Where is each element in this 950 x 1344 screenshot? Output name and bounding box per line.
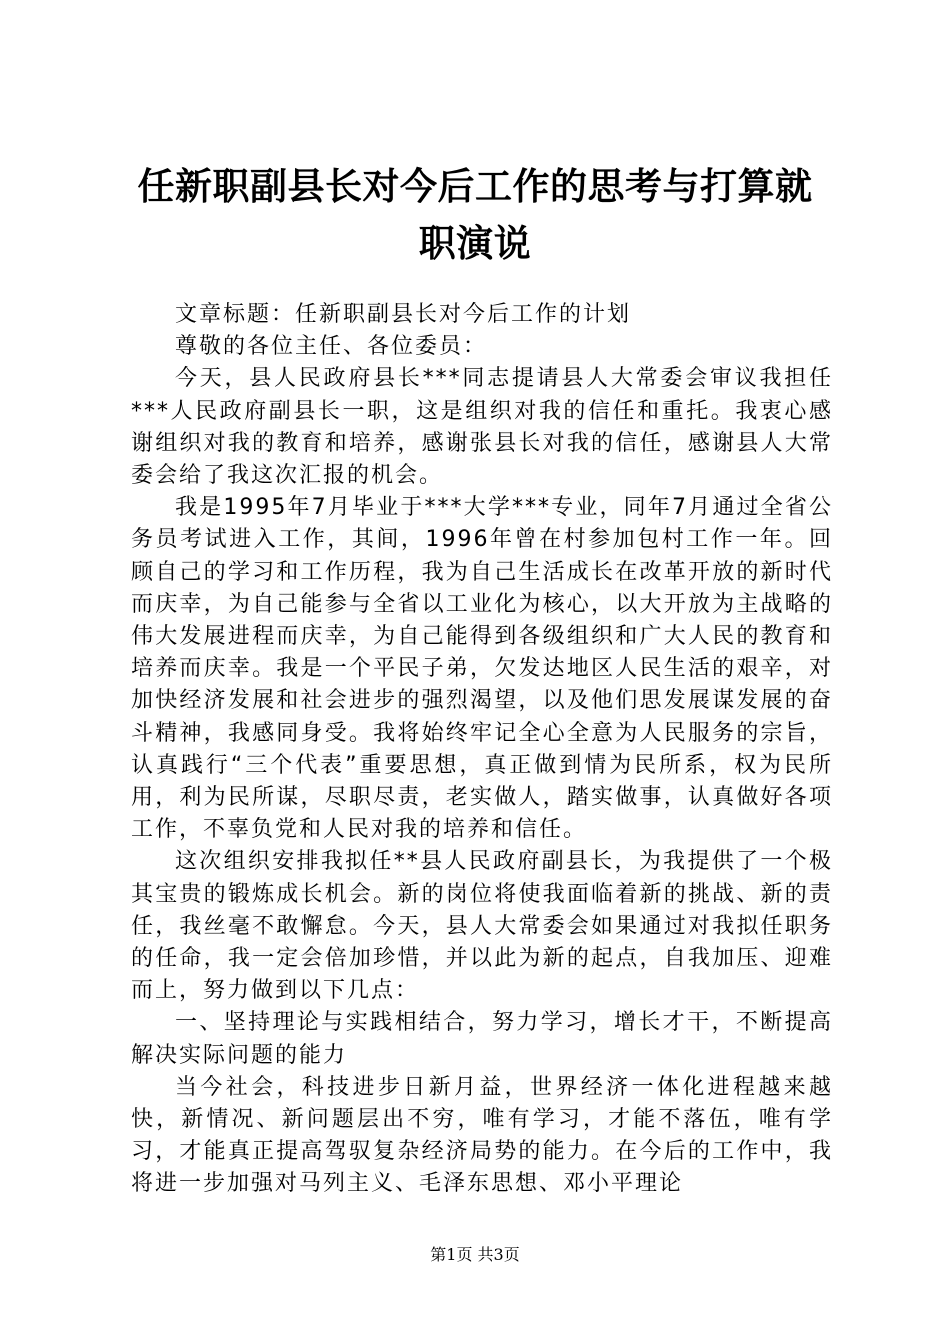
- paragraph-background: 我是1995年7月毕业于***大学***专业，同年7月通过全省公务员考试进入工作，其间，1996年曾在村参加包村工作一年。回顾自己的学习和工作历程，我为自己生活成长在改革开放的新时代而庆幸，为自己能参与全省以工业化为核心，以大开放为主战略的伟大发展进程而庆幸，为自己能得到各级组织和广大人民的教育和培养而庆幸。我是一个平民子弟，欠发达地区人民生活的艰辛，对加快经济发展和社会进步的强烈渴望，以及他们思发展谋发展的奋斗精神，我感同身受。我将始终牢记全心全意为人民服务的宗旨，认真践行“三个代表”重要思想，真正做到情为民所系，权为民所用，利为民所谋，尽职尽责，老实做人，踏实做事，认真做好各项工作，不辜负党和人民对我的培养和信任。: [131, 495, 833, 843]
- paragraph-salutation: 尊敬的各位主任、各位委员：: [175, 334, 488, 360]
- paragraph-thanks: 今天，县人民政府县长***同志提请县人大常委会审议我担任***人民政府副县长一职，这是组织对我的信任和重托。我衷心感谢组织对我的教育和培养，感谢张县长对我的信任，感谢县人大常委会给了我这次汇报的机会。: [131, 366, 833, 489]
- paragraph-point-one-body: 当今社会，科技进步日新月益，世界经济一体化进程越来越快，新情况、新问题层出不穷，唯有学习，才能不落伍，唯有学习，才能真正提高驾驭复杂经济局势的能力。在今后的工作中，我将进一步加强对马列主义、毛泽东思想、邓小平理论: [131, 1074, 833, 1197]
- paragraph-point-one-heading: 一、坚持理论与实践相结合，努力学习，增长才干，不断提高解决实际问题的能力: [131, 1010, 833, 1068]
- paragraph-article-title: 文章标题：任新职副县长对今后工作的计划: [175, 302, 632, 327]
- document-title: 任新职副县长对今后工作的思考与打算就职演说: [137, 164, 813, 265]
- paragraph-commitment: 这次组织安排我拟任**县人民政府副县长，为我提供了一个极其宝贵的锻炼成长机会。新的岗位将使我面临着新的挑战、新的责任，我丝毫不敢懈怠。今天，县人大常委会如果通过对我拟任职务的任命，我一定会倍加珍惜，并以此为新的起点，自我加压、迎难而上，努力做到以下几点：: [131, 849, 833, 1004]
- document-body: [131, 299, 833, 1201]
- page-number: 第1页 共3页: [430, 1245, 520, 1264]
